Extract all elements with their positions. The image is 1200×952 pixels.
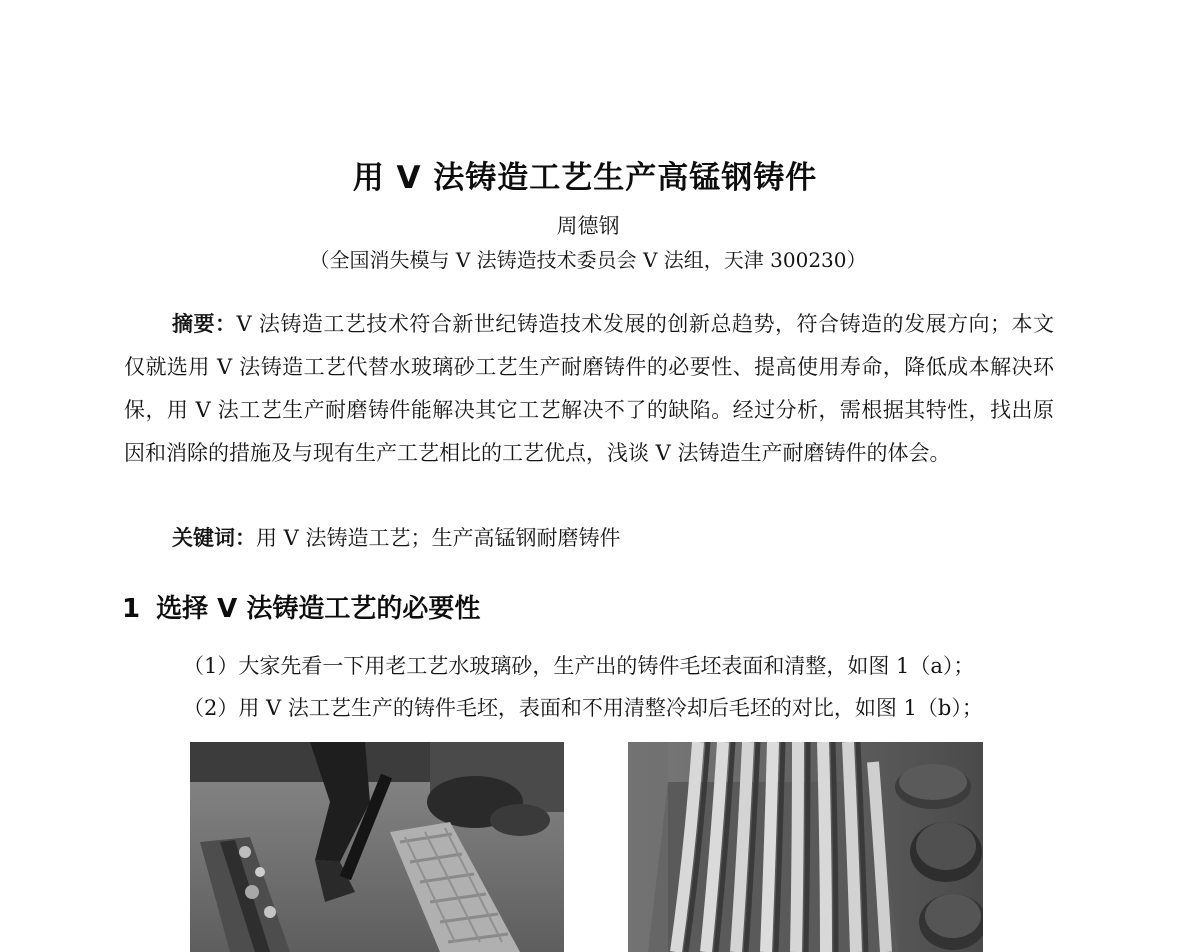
paper-title: 用 V 法铸造工艺生产高锰钢铸件 — [352, 160, 818, 196]
list-item-2: （2）用 V 法工艺生产的铸件毛坯，表面和不用清整冷却后毛坯的对比，如图 1（b）； — [183, 696, 983, 720]
keywords-label: 关键词： — [172, 526, 256, 550]
keywords-text: 用 V 法铸造工艺；生产高锰钢耐磨铸件 — [256, 526, 621, 550]
author-name: 周德钢 — [556, 214, 620, 238]
author-affiliation: （全国消失模与 V 法铸造技术委员会 V 法组，天津 300230） — [309, 248, 867, 272]
abstract-label: 摘要： — [172, 312, 237, 336]
section-heading-1 — [122, 588, 480, 625]
list-item-1: （1）大家先看一下用老工艺水玻璃砂，生产出的铸件毛坯表面和清整，如图 1（a）； — [183, 654, 975, 678]
figure-1b-graphic — [628, 742, 983, 952]
abstract-text: V 法铸造工艺技术符合新世纪铸造技术发展的创新总趋势，符合铸造的发展方向；本文仅就选用 V 法铸造工艺代替水玻璃砂工艺生产耐磨铸件的必要性、提高使用寿命，降低成本解决环保，用 V 法工艺生产耐磨铸件能解决其它工艺解决不了的缺陷。经过分析，需根据其特性，找出原因和消除的措施及与现有生产工艺相比的工艺优点，浅谈 V 法铸造生产耐磨铸件的体会。 — [124, 312, 1054, 465]
figure-1a-photo — [190, 742, 564, 952]
abstract-paragraph — [124, 303, 1054, 475]
figure-1b-photo — [628, 742, 983, 952]
section-number: 1 — [122, 594, 141, 624]
section-title: 选择 V 法铸造工艺的必要性 — [156, 594, 481, 624]
figure-1a-graphic — [190, 742, 564, 952]
keywords-line — [172, 522, 621, 552]
